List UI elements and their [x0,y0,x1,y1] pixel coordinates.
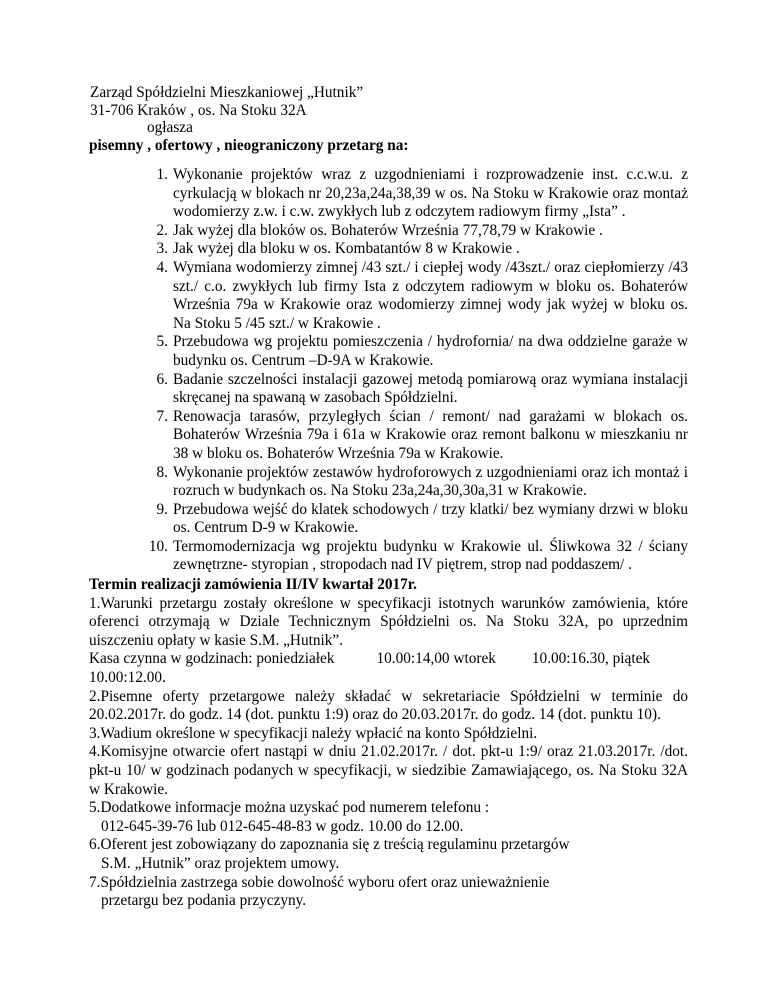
item-text: Jak wyżej dla bloków os. Bohaterów Września 77,78,79 w Krakowie . [173,221,603,239]
item-text: Renowacja tarasów, przyległych ścian / remont/ nad garażami w blokach os. Bohaterów Września 79a i 61a w Krakowie oraz remont balkonu w mieszkaniu nr 38 w bloku os. Bohaterów Września 79a w Krakowie. [173,407,688,462]
item-text: Jak wyżej dla bloku w os. Kombatantów 8 w Krakowie . [173,240,520,258]
item-text: Przebudowa wg projektu pomieszczenia / hydrofornia/ na dwa oddzielne garaże w budynku os. Centrum –D-9A w Krakowie. [173,333,688,369]
tender-item [152,408,688,464]
document-header [89,84,408,154]
item-text: Wymiana wodomierzy zimnej /43 szt./ i ciepłej wody /43szt./ oraz ciepłomierzy /43 szt./ c.o. zwykłych lub firmy Ista z odczytem radiowym w bloku os. Bohaterów Września 79a w Krakowie oraz wodomierzy zimnej wody jak wyżej w bloku os. Na Stoku 5 /45 szt./ w Krakowie . [173,258,688,332]
realization-term-heading: Termin realizacji zamówienia II/IV kwartał 2017r. [89,576,418,593]
terms-point-1: 1.Warunki przetargu zostały określone w specyfikacji istotnych warunków zamówienia, które oferenci otrzymają w Dziale Technicznym Spółdzielni os. Na Stoku 32A, po uprzednim uiszczeniu opłaty w kasie S.M. „Hutnik”. [89,594,688,649]
item-number: 4. [156,258,168,276]
terms-point-3: 3.Wadium określone w specyfikacji należy wpłacić na konto Spółdzielni. [89,724,538,742]
item-text: Wykonanie projektów wraz z uzgodnieniami i rozprowadzenie inst. c.c.w.u. z cyrkulacją w blokach nr 20,23a,24a,38,39 w os. Na Stoku w Krakowie oraz montaż wodomierzy z.w. i c.w. zwykłych lub z odczytem radiowym firmy „Ista” . [173,166,688,221]
terms-point-4: 4.Komisyjne otwarcie ofert nastąpi w dniu 21.02.2017r. / dot. pkt-u 1:9/ oraz 21.03.2017r. /dot. pkt-u 10/ w godzinach podanych w specyfikacji, w siedzibie Zamawiającego, os. Na Stoku 32A w Krakowie. [89,743,688,798]
item-number: 6. [156,370,168,388]
item-text: Wykonanie projektów zestawów hydroforowych z uzgodnieniami oraz ich montaż i rozruch w budynkach os. Na Stoku 23a,24a,30,30a,31 w Krakowie. [173,463,688,500]
item-text: Termomodernizacja wg projektu budynku w Krakowie ul. Śliwkowa 32 / ściany zewnętrzne- styropian , stropodach nad IV piętrem, strop nad poddaszem/ . [173,537,688,574]
item-number: 8. [156,463,168,481]
tender-item [148,537,688,575]
item-number: 1. [156,166,168,183]
tender-item [152,333,688,370]
tender-item [152,222,688,241]
tender-item [152,501,688,538]
item-number: 7. [156,407,168,425]
tender-item [152,259,688,333]
terms-point-6: 6.Oferent jest zobowiązany do zapoznania się z treścią regulaminu przetargów [89,836,570,854]
tender-item [152,464,688,501]
item-number: 2. [156,221,168,239]
item-text: Przebudowa wejść do klatek schodowych / trzy klatki/ bez wymiany drzwi w bloku os. Centrum D-9 w Krakowie. [173,500,688,537]
tender-item [152,166,688,222]
cash-hours-label: Kasa czynna w godzinach: poniedziałek [89,650,335,668]
item-number: 10. [148,537,168,555]
cash-hours-monday: 10.00:14,00 wtorek [376,650,496,668]
tender-items-list [148,166,688,575]
tender-item [152,240,688,259]
item-text: Badanie szczelności instalacji gazowej metodą pomiarową oraz wymiana instalacji skręcanej na spawaną w zasobach Spółdzielni. [173,370,688,407]
cash-hours-tuesday: 10.00:16.30, piątek [531,650,651,668]
tender-type-heading: pisemny , ofertowy , nieograniczony przetarg na: [89,136,409,154]
tender-terms [89,576,688,911]
cash-hours-friday: 10.00:12.00. [89,668,166,686]
terms-point-7: 7.Spółdzielnia zastrzega sobie dowolność wyboru ofert oraz unieważnienie [89,873,550,891]
terms-point-2: 2.Pisemne oferty przetargowe należy składać w sekretariacie Spółdzielni w terminie do 20.02.2017r. do godz. 14 (dot. punktu 1:9) oraz do 20.03.2017r. do godz. 14 (dot. punktu 10). [89,687,688,724]
item-number: 3. [156,240,168,258]
organization-name: Zarząd Spółdzielni Mieszkaniowej „Hutnik” [90,84,364,101]
item-number: 9. [156,500,168,518]
terms-point-7-continued: przetargu bez podania przyczyny. [101,892,307,910]
terms-point-5: 5.Dodatkowe informacje można uzyskać pod numerem telefonu : [89,799,490,817]
cash-hours [89,650,688,687]
item-number: 5. [156,333,168,351]
announces-label: ogłasza [147,119,193,136]
tender-item [152,371,688,408]
contact-phones: 012-645-39-76 lub 012-645-48-83 w godz. 10.00 do 12.00. [101,817,464,835]
terms-point-6-continued: S.M. „Hutnik” oraz projektem umowy. [101,854,340,872]
organization-address: 31-706 Kraków , os. Na Stoku 32A [90,101,307,119]
